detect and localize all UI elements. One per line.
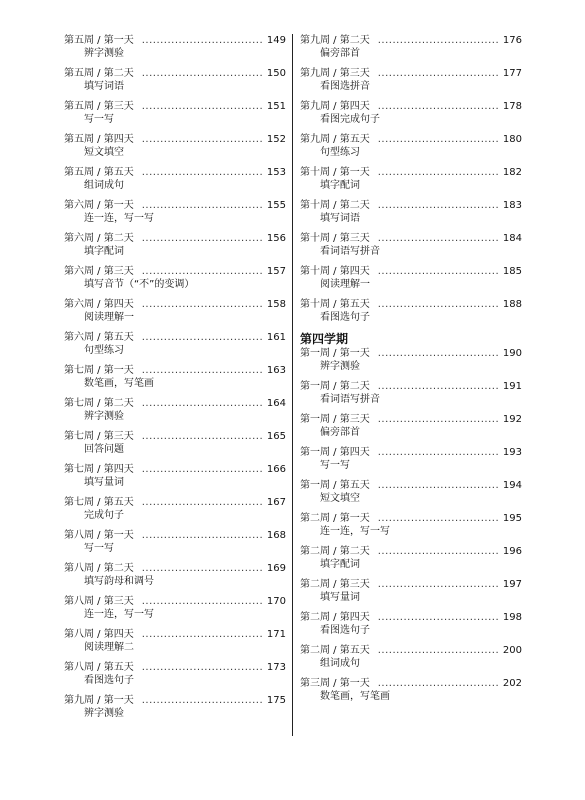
toc-entry-line — [64, 595, 286, 608]
toc-entry-week: 第八周 / 第三天 — [64, 596, 134, 607]
dot-leader — [142, 265, 264, 278]
toc-entry-topic: 偏旁部首 — [320, 427, 360, 438]
toc-entry-topic: 写一写 — [84, 114, 114, 125]
toc-entry-topic: 看图完成句子 — [320, 114, 380, 125]
toc-entry-page: 193 — [502, 447, 522, 458]
toc-entry[interactable] — [64, 463, 286, 496]
toc-entry-page: 153 — [266, 167, 286, 178]
toc-entry-page: 171 — [266, 629, 286, 640]
toc-entry[interactable] — [300, 611, 522, 644]
toc-entry-topic: 连一连，写一写 — [84, 213, 154, 224]
toc-entry[interactable] — [64, 694, 286, 727]
toc-entry-week: 第七周 / 第二天 — [64, 398, 134, 409]
toc-entry-page: 180 — [502, 134, 522, 145]
toc-entry[interactable] — [64, 265, 286, 298]
toc-entry[interactable] — [300, 545, 522, 578]
toc-entry-line — [64, 364, 286, 377]
toc-entry-page: 163 — [266, 365, 286, 376]
toc-entry[interactable] — [64, 199, 286, 232]
toc-entry-line — [300, 347, 522, 360]
toc-entry-week: 第五周 / 第一天 — [64, 35, 134, 46]
toc-entry-page: 166 — [266, 464, 286, 475]
toc-entry-topic: 连一连，写一写 — [84, 609, 154, 620]
toc-entry-topic: 数笔画，写笔画 — [320, 691, 390, 702]
toc-entry-topic: 阅读理解二 — [84, 642, 134, 653]
toc-entry-line — [64, 265, 286, 278]
toc-entry[interactable] — [300, 512, 522, 545]
dot-leader — [378, 545, 500, 558]
toc-entry-line — [64, 562, 286, 575]
toc-entry-topic: 填写韵母和调号 — [84, 576, 154, 587]
toc-entry-topic: 看词语写拼音 — [320, 246, 380, 257]
toc-entry-week: 第六周 / 第五天 — [64, 332, 134, 343]
toc-entry-page: 161 — [266, 332, 286, 343]
dot-leader — [378, 199, 500, 212]
toc-entry[interactable] — [300, 199, 522, 232]
toc-entry-line — [64, 430, 286, 443]
toc-entry-line — [300, 199, 522, 212]
toc-entry-week: 第二周 / 第四天 — [300, 612, 370, 623]
dot-leader — [378, 232, 500, 245]
toc-entry[interactable] — [64, 34, 286, 67]
toc-entry-page: 164 — [266, 398, 286, 409]
toc-entry[interactable] — [300, 298, 522, 331]
toc-entry-week: 第六周 / 第四天 — [64, 299, 134, 310]
toc-entry-week: 第一周 / 第三天 — [300, 414, 370, 425]
toc-entry-week: 第九周 / 第三天 — [300, 68, 370, 79]
toc-entry[interactable] — [64, 100, 286, 133]
toc-entry-line — [300, 232, 522, 245]
toc-entry-page: 188 — [502, 299, 522, 310]
toc-entry[interactable] — [300, 578, 522, 611]
toc-entry-week: 第一周 / 第四天 — [300, 447, 370, 458]
toc-entry[interactable] — [64, 430, 286, 463]
toc-entry-week: 第五周 / 第四天 — [64, 134, 134, 145]
toc-entry-topic: 句型练习 — [84, 345, 124, 356]
toc-entry-line — [64, 529, 286, 542]
toc-entry-week: 第二周 / 第五天 — [300, 645, 370, 656]
toc-entry-topic: 数笔画，写笔画 — [84, 378, 154, 389]
toc-entry-line — [64, 661, 286, 674]
dot-leader — [142, 694, 264, 707]
toc-entry-topic: 填写音节（“不”的变调） — [84, 279, 195, 290]
toc-entry-topic: 组词成句 — [320, 658, 360, 669]
toc-entry-week: 第二周 / 第一天 — [300, 513, 370, 524]
toc-entry-page: 168 — [266, 530, 286, 541]
toc-entry-week: 第二周 / 第二天 — [300, 546, 370, 557]
toc-entry-page: 175 — [266, 695, 286, 706]
toc-entry-page: 152 — [266, 134, 286, 145]
toc-entry-page: 194 — [502, 480, 522, 491]
dot-leader — [142, 232, 264, 245]
dot-leader — [142, 529, 264, 542]
toc-entry-line — [64, 463, 286, 476]
toc-entry[interactable] — [64, 562, 286, 595]
toc-entry-page: 151 — [266, 101, 286, 112]
toc-entry-line — [300, 67, 522, 80]
toc-entry-page: 150 — [266, 68, 286, 79]
toc-entry-line — [300, 512, 522, 525]
dot-leader — [378, 512, 500, 525]
dot-leader — [142, 562, 264, 575]
dot-leader — [378, 298, 500, 311]
dot-leader — [378, 644, 500, 657]
toc-entry-page: 157 — [266, 266, 286, 277]
toc-entry-week: 第二周 / 第三天 — [300, 579, 370, 590]
toc-entry-week: 第七周 / 第四天 — [64, 464, 134, 475]
toc-entry-page: 195 — [502, 513, 522, 524]
toc-entry-page: 183 — [502, 200, 522, 211]
dot-leader — [142, 133, 264, 146]
toc-entry-week: 第七周 / 第三天 — [64, 431, 134, 442]
dot-leader — [378, 677, 500, 690]
toc-entry-line — [300, 380, 522, 393]
toc-entry-line — [300, 413, 522, 426]
toc-entry-week: 第一周 / 第五天 — [300, 480, 370, 491]
dot-leader — [378, 479, 500, 492]
toc-entry-page: 176 — [502, 35, 522, 46]
column-divider — [292, 34, 293, 736]
toc-entry-line — [300, 34, 522, 47]
toc-entry-topic: 填字配词 — [320, 180, 360, 191]
toc-entry[interactable] — [300, 380, 522, 413]
toc-entry-week: 第十周 / 第一天 — [300, 167, 370, 178]
dot-leader — [142, 430, 264, 443]
toc-entry-week: 第八周 / 第一天 — [64, 530, 134, 541]
dot-leader — [142, 661, 264, 674]
toc-entry[interactable] — [64, 232, 286, 265]
toc-entry-week: 第九周 / 第一天 — [64, 695, 134, 706]
toc-entry-topic: 连一连，写一写 — [320, 526, 390, 537]
toc-entry[interactable] — [64, 133, 286, 166]
toc-entry[interactable] — [300, 644, 522, 677]
toc-entry-week: 第七周 / 第一天 — [64, 365, 134, 376]
toc-entry-line — [64, 298, 286, 311]
toc-entry[interactable] — [300, 347, 522, 380]
toc-entry[interactable] — [300, 133, 522, 166]
toc-entry-week: 第九周 / 第二天 — [300, 35, 370, 46]
toc-entry-topic: 填写词语 — [320, 213, 360, 224]
toc-entry-line — [64, 199, 286, 212]
toc-entry[interactable] — [300, 479, 522, 512]
toc-entry[interactable] — [64, 496, 286, 529]
toc-entry-line — [300, 611, 522, 624]
dot-leader — [378, 166, 500, 179]
toc-entry-line — [300, 545, 522, 558]
toc-entry-topic: 辨字测验 — [320, 361, 360, 372]
dot-leader — [142, 595, 264, 608]
dot-leader — [378, 133, 500, 146]
toc-entry-line — [300, 446, 522, 459]
toc-entry-page: 149 — [266, 35, 286, 46]
toc-entry-page: 173 — [266, 662, 286, 673]
toc-entry-line — [64, 397, 286, 410]
toc-entry[interactable] — [64, 166, 286, 199]
toc-entry-page: 165 — [266, 431, 286, 442]
toc-entry-page: 190 — [502, 348, 522, 359]
toc-entry-topic: 看图选句子 — [84, 675, 134, 686]
dot-leader — [142, 199, 264, 212]
toc-entry[interactable] — [300, 232, 522, 265]
toc-entry-week: 第七周 / 第五天 — [64, 497, 134, 508]
dot-leader — [378, 67, 500, 80]
section-title: 第四学期 — [300, 332, 349, 346]
toc-entry-week: 第八周 / 第五天 — [64, 662, 134, 673]
toc-entry-topic: 辨字测验 — [84, 48, 124, 59]
toc-entry-week: 第六周 / 第三天 — [64, 266, 134, 277]
toc-entry-topic: 填写量词 — [320, 592, 360, 603]
toc-entry-page: 158 — [266, 299, 286, 310]
toc-entry-topic: 完成句子 — [84, 510, 124, 521]
toc-entry-week: 第十周 / 第五天 — [300, 299, 370, 310]
toc-entry-topic: 写一写 — [84, 543, 114, 554]
toc-entry-week: 第十周 / 第三天 — [300, 233, 370, 244]
toc-entry-topic: 阅读理解一 — [320, 279, 370, 290]
toc-entry[interactable] — [300, 100, 522, 133]
toc-entry-line — [64, 628, 286, 641]
toc-entry-line — [64, 694, 286, 707]
toc-entry-page: 198 — [502, 612, 522, 623]
toc-entry-page: 178 — [502, 101, 522, 112]
toc-entry-page: 184 — [502, 233, 522, 244]
toc-entry-page: 170 — [266, 596, 286, 607]
toc-entry-week: 第十周 / 第二天 — [300, 200, 370, 211]
toc-entry[interactable] — [64, 595, 286, 628]
toc-entry-line — [300, 166, 522, 179]
toc-entry-topic: 写一写 — [320, 460, 350, 471]
toc-entry-line — [300, 298, 522, 311]
toc-entry-line — [64, 232, 286, 245]
toc-entry-topic: 看词语写拼音 — [320, 394, 380, 405]
toc-entry[interactable] — [300, 166, 522, 199]
dot-leader — [378, 347, 500, 360]
toc-entry-topic: 填字配词 — [320, 559, 360, 570]
toc-entry-line — [64, 100, 286, 113]
toc-entry-week: 第五周 / 第三天 — [64, 101, 134, 112]
toc-entry-page: 155 — [266, 200, 286, 211]
toc-entry-page: 169 — [266, 563, 286, 574]
dot-leader — [142, 67, 264, 80]
toc-entry-page: 192 — [502, 414, 522, 425]
toc-entry-line — [300, 644, 522, 657]
toc-entry-week: 第八周 / 第四天 — [64, 629, 134, 640]
toc-entry-page: 202 — [502, 678, 522, 689]
toc-entry[interactable] — [300, 265, 522, 298]
toc-entry[interactable] — [64, 298, 286, 331]
toc-entry-page: 197 — [502, 579, 522, 590]
toc-entry-week: 第一周 / 第一天 — [300, 348, 370, 359]
toc-entry-topic: 填字配词 — [84, 246, 124, 257]
dot-leader — [378, 34, 500, 47]
dot-leader — [378, 446, 500, 459]
dot-leader — [378, 413, 500, 426]
toc-entry-week: 第九周 / 第四天 — [300, 101, 370, 112]
toc-entry-week: 第八周 / 第二天 — [64, 563, 134, 574]
dot-leader — [142, 496, 264, 509]
toc-entry-line — [300, 479, 522, 492]
toc-entry-line — [300, 100, 522, 113]
dot-leader — [142, 166, 264, 179]
toc-entry[interactable] — [64, 331, 286, 364]
dot-leader — [378, 611, 500, 624]
toc-entry-week: 第五周 / 第五天 — [64, 167, 134, 178]
toc-entry-topic: 阅读理解一 — [84, 312, 134, 323]
toc-entry-line — [64, 67, 286, 80]
toc-entry-topic: 看图选句子 — [320, 625, 370, 636]
toc-entry-topic: 短文填空 — [320, 493, 360, 504]
toc-entry-line — [64, 166, 286, 179]
toc-entry-line — [300, 578, 522, 591]
toc-entry-line — [64, 331, 286, 344]
dot-leader — [142, 463, 264, 476]
toc-left-column — [64, 34, 286, 727]
dot-leader — [142, 397, 264, 410]
toc-entry-page: 182 — [502, 167, 522, 178]
toc-entry-topic: 看图选句子 — [320, 312, 370, 323]
dot-leader — [378, 100, 500, 113]
toc-entry-week: 第六周 / 第一天 — [64, 200, 134, 211]
dot-leader — [142, 298, 264, 311]
toc-entry[interactable] — [300, 413, 522, 446]
toc-entry-line — [300, 677, 522, 690]
toc-entry-topic: 偏旁部首 — [320, 48, 360, 59]
toc-entry[interactable] — [64, 364, 286, 397]
dot-leader — [142, 364, 264, 377]
toc-right-column — [300, 34, 522, 710]
toc-entry-topic: 辨字测验 — [84, 411, 124, 422]
toc-entry[interactable] — [64, 529, 286, 562]
toc-entry-page: 185 — [502, 266, 522, 277]
toc-entry-page: 191 — [502, 381, 522, 392]
toc-entry-week: 第十周 / 第四天 — [300, 266, 370, 277]
dot-leader — [142, 34, 264, 47]
toc-entry-week: 第三周 / 第一天 — [300, 678, 370, 689]
toc-entry-topic: 句型练习 — [320, 147, 360, 158]
toc-entry[interactable] — [300, 677, 522, 710]
toc-entry-line — [64, 133, 286, 146]
toc-entry-page: 200 — [502, 645, 522, 656]
toc-entry-week: 第六周 / 第二天 — [64, 233, 134, 244]
toc-entry[interactable] — [300, 34, 522, 67]
toc-entry[interactable] — [64, 67, 286, 100]
toc-entry-topic: 回答问题 — [84, 444, 124, 455]
dot-leader — [378, 265, 500, 278]
dot-leader — [142, 628, 264, 641]
toc-entry-topic: 组词成句 — [84, 180, 124, 191]
toc-entry-page: 167 — [266, 497, 286, 508]
dot-leader — [142, 100, 264, 113]
toc-entry-week: 第九周 / 第五天 — [300, 134, 370, 145]
toc-entry-topic: 填写量词 — [84, 477, 124, 488]
dot-leader — [142, 331, 264, 344]
toc-entry-line — [64, 496, 286, 509]
toc-entry[interactable] — [64, 661, 286, 694]
toc-entry[interactable] — [300, 446, 522, 479]
toc-entry-topic: 填写词语 — [84, 81, 124, 92]
toc-entry-line — [300, 133, 522, 146]
toc-entry-topic: 辨字测验 — [84, 708, 124, 719]
dot-leader — [378, 380, 500, 393]
toc-entry-page: 196 — [502, 546, 522, 557]
toc-entry[interactable] — [64, 628, 286, 661]
toc-entry-page: 177 — [502, 68, 522, 79]
toc-entry-line — [64, 34, 286, 47]
toc-entry-week: 第五周 / 第二天 — [64, 68, 134, 79]
dot-leader — [378, 578, 500, 591]
toc-entry[interactable] — [300, 67, 522, 100]
toc-entry-page: 156 — [266, 233, 286, 244]
toc-entry[interactable] — [64, 397, 286, 430]
toc-entry-line — [300, 265, 522, 278]
toc-entry-topic: 看图选拼音 — [320, 81, 370, 92]
toc-entry-topic: 短文填空 — [84, 147, 124, 158]
toc-entry-week: 第一周 / 第二天 — [300, 381, 370, 392]
